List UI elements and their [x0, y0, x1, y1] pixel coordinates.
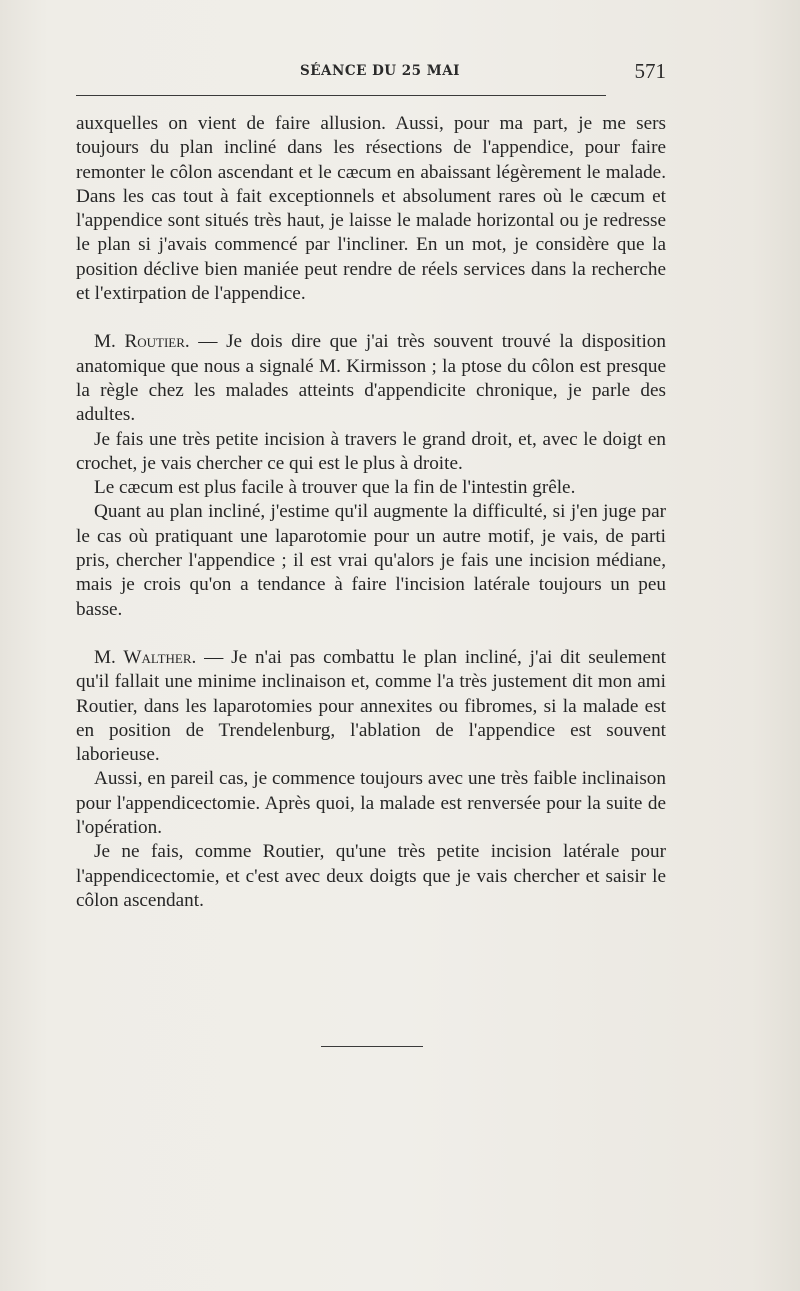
- paragraph-text: Je fais une très petite incision à travers le grand droit, et, avec le doigt en crochet, je vais chercher ce qui est le plus à droite.: [76, 428, 666, 474]
- paragraph-1: [76, 112, 666, 306]
- running-header: [74, 58, 666, 84]
- paragraph-8: [76, 840, 666, 913]
- paragraph-4: [76, 476, 666, 500]
- speaker-name: M. Walther.: [94, 646, 197, 668]
- paragraph-5: [76, 500, 666, 621]
- paragraph-3: [76, 428, 666, 477]
- paragraph-text: Le cæcum est plus facile à trouver que la fin de l'intestin grêle.: [94, 477, 576, 499]
- paragraph-text: — Je dois dire que j'ai très souvent trouvé la disposition anatomique que nous a signalé M. Kirmisson ; la ptose du côlon est presque la règle chez les malades atteints d'appendicite chronique, je parle des adultes.: [76, 331, 666, 426]
- body-text: [76, 112, 666, 913]
- paragraph-2: [76, 330, 666, 427]
- paragraph-text: Aussi, en pareil cas, je commence toujours avec une très faible inclinaison pour l'appendicectomie. Après quoi, la malade est renversée pour la suite de l'opération.: [76, 768, 666, 839]
- paragraph-text: Quant au plan incliné, j'estime qu'il augmente la difficulté, si j'en juge par le cas où pratiquant une laparotomie pour un autre motif, je vais, de parti pris, chercher l'appendice ; il est vrai qu'alors je fais une incision médiane, mais je crois qu'on a tendance à faire l'incision latérale toujours un peu basse.: [76, 501, 666, 620]
- paragraph-text: Je ne fais, comme Routier, qu'une très petite incision latérale pour l'appendicectomie, et c'est avec deux doigts que je vais chercher et saisir le côlon ascendant.: [76, 841, 666, 911]
- section-end-rule: [321, 1046, 423, 1047]
- paragraph-text: — Je n'ai pas combattu le plan incliné, j'ai dit seulement qu'il fallait une minime inclinaison et, comme l'a très justement dit mon ami Routier, dans les laparotomies pour annexites ou fibromes, si la malade est en position de Trendelenburg, l'ablation de l'appendice est souvent laborieuse.: [76, 646, 666, 766]
- header-rule: [76, 95, 606, 96]
- speaker-name: M. Routier.: [94, 331, 190, 353]
- header-title: SÉANCE DU 25 MAI: [300, 63, 460, 79]
- paragraph-text: auxquelles on vient de faire allusion. Aussi, pour ma part, je me sers toujours du plan incliné dans les résections de l'appendice, pour faire remonter le côlon ascendant et le cæcum en abaissant légèrement le malade. Dans les cas tout à fait exceptionnels et absolument rares où le cæcum et l'appendice sont situés très haut, je laisse le malade horizontal ou je redresse le plan si j'avais commencé par l'incliner. En un mot, je considère que la position déclive bien maniée peut rendre de réels services dans la recherche et l'extirpation de l'appendice.: [76, 113, 666, 305]
- paragraph-7: [76, 767, 666, 840]
- paragraph-6: [76, 646, 666, 767]
- page-number: 571: [634, 59, 666, 83]
